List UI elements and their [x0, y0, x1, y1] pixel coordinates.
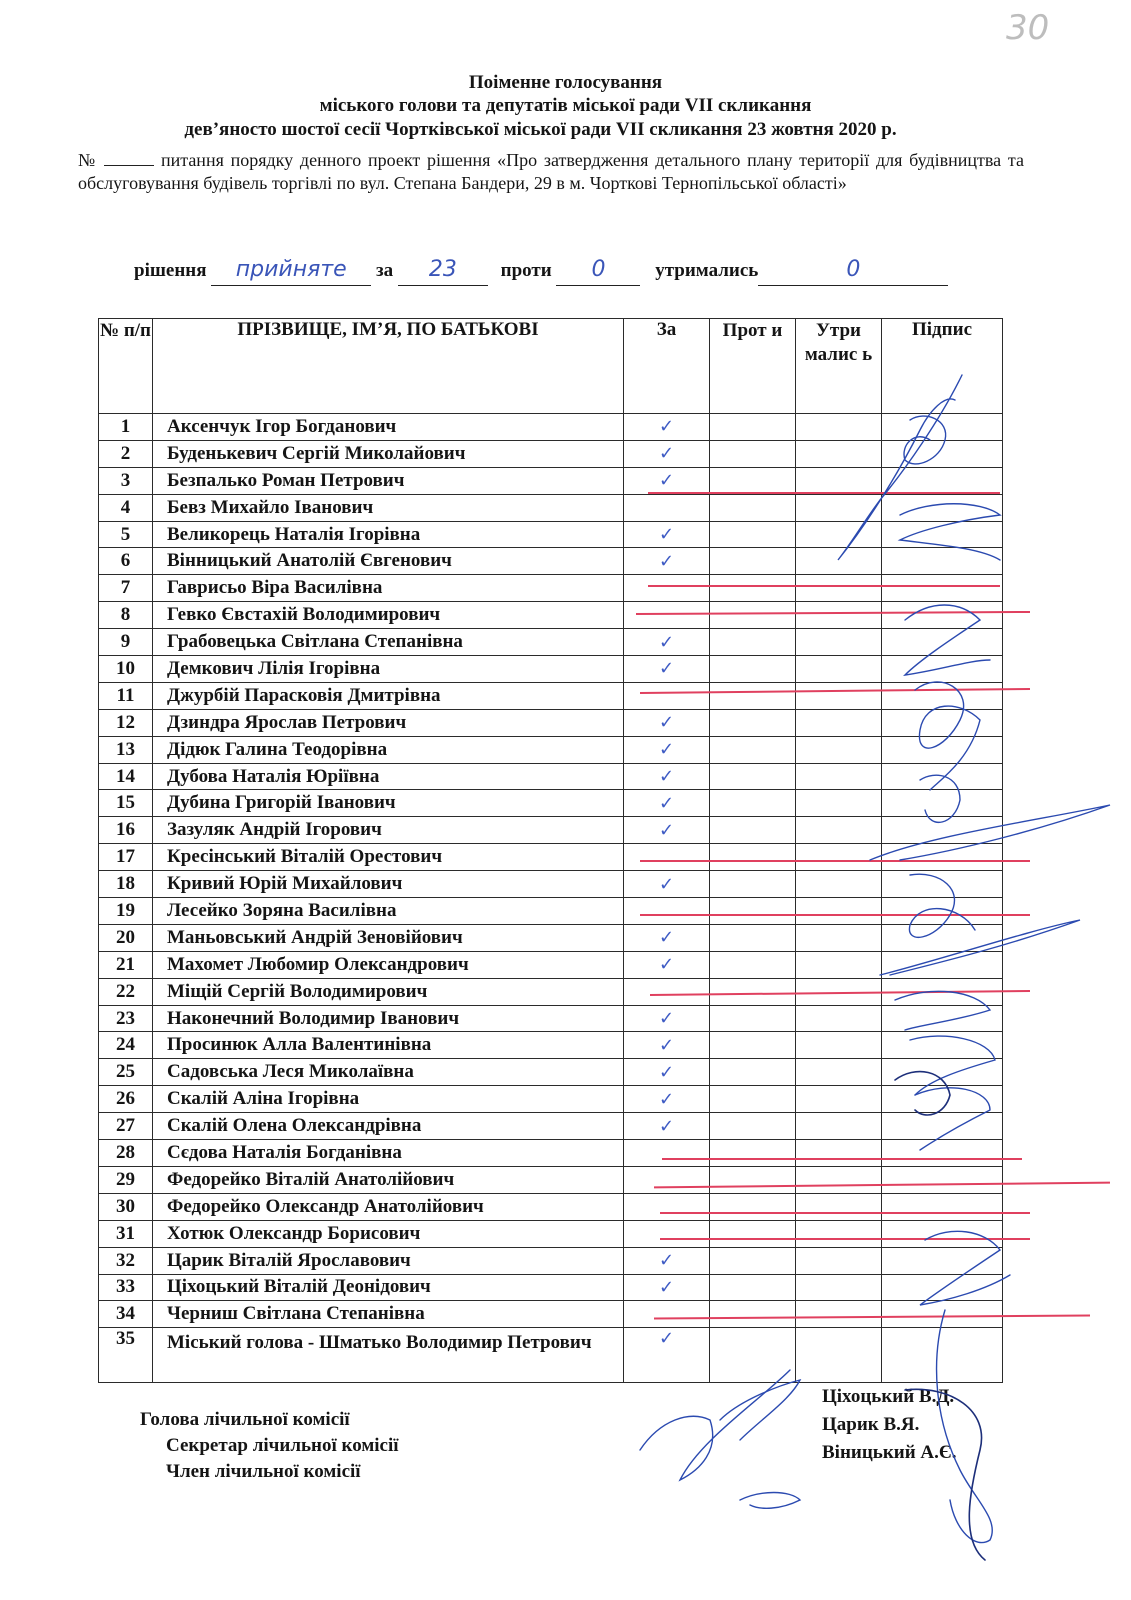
row-signature	[882, 924, 1003, 951]
row-vote-for	[624, 1301, 710, 1328]
row-vote-for	[624, 1140, 710, 1167]
against-value: 0	[556, 261, 640, 286]
row-number: 23	[99, 1005, 153, 1032]
row-name: Дзиндра Ярослав Петрович	[153, 709, 624, 736]
row-number: 32	[99, 1247, 153, 1274]
table-row	[99, 440, 1003, 467]
row-vote-against	[710, 763, 796, 790]
row-vote-for	[624, 1193, 710, 1220]
row-number: 25	[99, 1059, 153, 1086]
row-name: Безпалько Роман Петрович	[153, 467, 624, 494]
row-signature	[882, 1086, 1003, 1113]
row-signature	[882, 844, 1003, 871]
row-vote-against	[710, 548, 796, 575]
row-signature	[882, 1140, 1003, 1167]
row-vote-abstained	[796, 656, 882, 683]
row-vote-against	[710, 1274, 796, 1301]
row-vote-against	[710, 844, 796, 871]
row-vote-for: ✓	[624, 736, 710, 763]
row-vote-abstained	[796, 1086, 882, 1113]
row-number: 13	[99, 736, 153, 763]
table-row	[99, 1220, 1003, 1247]
row-vote-abstained	[796, 467, 882, 494]
row-name: Федорейко Віталій Анатолійович	[153, 1166, 624, 1193]
doc-session-line: дев’яносто шостої сесії Чортківської міської ради VII скликання 23 жовтня 2020 р.	[184, 119, 897, 140]
header-signature: Підпис	[882, 319, 1003, 414]
row-vote-abstained	[796, 629, 882, 656]
row-number: 18	[99, 871, 153, 898]
row-vote-for	[624, 978, 710, 1005]
row-signature	[882, 494, 1003, 521]
row-vote-for: ✓	[624, 790, 710, 817]
header-name: ПРІЗВИЩЕ, ІМ’Я, ПО БАТЬКОВІ	[153, 319, 624, 414]
row-signature	[882, 521, 1003, 548]
row-number: 1	[99, 414, 153, 441]
row-vote-abstained	[796, 1247, 882, 1274]
row-vote-against	[710, 1220, 796, 1247]
commission-chair-name: Ціхоцький В.Д.	[822, 1386, 955, 1407]
row-signature	[882, 898, 1003, 925]
table-row	[99, 898, 1003, 925]
row-vote-against	[710, 790, 796, 817]
row-vote-abstained	[796, 1274, 882, 1301]
row-vote-abstained	[796, 548, 882, 575]
row-vote-against	[710, 1301, 796, 1328]
abstained-label: утримались	[655, 260, 759, 281]
strike-line	[640, 860, 1030, 862]
row-number: 29	[99, 1166, 153, 1193]
row-vote-against	[710, 1086, 796, 1113]
table-row	[99, 548, 1003, 575]
row-vote-for: ✓	[624, 467, 710, 494]
row-vote-against	[710, 1032, 796, 1059]
row-vote-for: ✓	[624, 1274, 710, 1301]
strike-line	[648, 585, 1000, 587]
abstained-value: 0	[758, 261, 948, 286]
row-name: Кресінський Віталій Орестович	[153, 844, 624, 871]
row-number: 19	[99, 898, 153, 925]
for-label: за	[376, 260, 394, 281]
row-vote-abstained	[796, 602, 882, 629]
commission-member-name: Віницький А.Є.	[822, 1442, 957, 1463]
row-vote-abstained	[796, 521, 882, 548]
row-vote-abstained	[796, 790, 882, 817]
row-vote-for: ✓	[624, 951, 710, 978]
row-name: Федорейко Олександр Анатолійович	[153, 1193, 624, 1220]
row-name: Зазуляк Андрій Ігорович	[153, 817, 624, 844]
row-signature	[882, 790, 1003, 817]
row-vote-for: ✓	[624, 1113, 710, 1140]
row-number: 14	[99, 763, 153, 790]
for-value: 23	[398, 261, 488, 286]
row-signature	[882, 548, 1003, 575]
table-row	[99, 924, 1003, 951]
page-number: 30	[1006, 8, 1050, 48]
row-vote-abstained	[796, 736, 882, 763]
row-number: 5	[99, 521, 153, 548]
strike-line	[660, 1212, 1030, 1214]
table-row	[99, 736, 1003, 763]
table-row	[99, 844, 1003, 871]
row-signature	[882, 817, 1003, 844]
row-signature	[882, 736, 1003, 763]
agenda-text: питання порядку денного проект рішення «Про затвердження детального плану території для будівництва та обслуговування будівель торгівлі по вул. Степана Бандери, 29 в м. Чорткові Тернопільської області»	[78, 150, 1025, 193]
row-signature	[882, 602, 1003, 629]
table-row	[99, 656, 1003, 683]
row-vote-against	[710, 871, 796, 898]
row-number: 28	[99, 1140, 153, 1167]
row-signature	[882, 871, 1003, 898]
strike-line	[662, 1158, 1022, 1160]
table-row	[99, 871, 1003, 898]
row-vote-for: ✓	[624, 414, 710, 441]
row-signature	[882, 1193, 1003, 1220]
row-vote-abstained	[796, 817, 882, 844]
row-name: Великорець Наталія Ігорівна	[153, 521, 624, 548]
row-number: 22	[99, 978, 153, 1005]
commission-secretary-label: Секретар лічильної комісії	[166, 1435, 399, 1456]
row-name: Лесейко Зоряна Василівна	[153, 898, 624, 925]
row-vote-for: ✓	[624, 1247, 710, 1274]
row-name: Дубина Григорій Іванович	[153, 790, 624, 817]
row-vote-against	[710, 1059, 796, 1086]
row-signature	[882, 575, 1003, 602]
row-vote-for: ✓	[624, 817, 710, 844]
row-vote-against	[710, 440, 796, 467]
row-vote-for	[624, 602, 710, 629]
row-number: 24	[99, 1032, 153, 1059]
table-row	[99, 1193, 1003, 1220]
signature-stroke	[740, 1493, 800, 1509]
row-signature	[882, 1005, 1003, 1032]
row-signature	[882, 1166, 1003, 1193]
commission-member-label: Член лічильної комісії	[166, 1461, 361, 1482]
vote-table	[98, 318, 1003, 1383]
row-vote-for: ✓	[624, 440, 710, 467]
table-row	[99, 1274, 1003, 1301]
row-vote-abstained	[796, 1059, 882, 1086]
table-row	[99, 1247, 1003, 1274]
row-name: Скалій Олена Олександрівна	[153, 1113, 624, 1140]
row-vote-against	[710, 494, 796, 521]
row-vote-abstained	[796, 844, 882, 871]
row-vote-abstained	[796, 494, 882, 521]
row-vote-against	[710, 629, 796, 656]
row-number: 10	[99, 656, 153, 683]
row-vote-against	[710, 1005, 796, 1032]
row-name: Наконечний Володимир Іванович	[153, 1005, 624, 1032]
row-number: 26	[99, 1086, 153, 1113]
row-vote-for: ✓	[624, 709, 710, 736]
row-vote-against	[710, 1328, 796, 1383]
row-vote-against	[710, 898, 796, 925]
table-row	[99, 494, 1003, 521]
row-vote-for: ✓	[624, 1032, 710, 1059]
commission-members	[822, 1383, 957, 1467]
row-vote-abstained	[796, 898, 882, 925]
table-row	[99, 763, 1003, 790]
row-number: 17	[99, 844, 153, 871]
row-number: 3	[99, 467, 153, 494]
table-row	[99, 1113, 1003, 1140]
row-vote-for: ✓	[624, 1005, 710, 1032]
signature-stroke	[640, 1370, 790, 1480]
row-vote-abstained	[796, 440, 882, 467]
row-vote-against	[710, 467, 796, 494]
header-no: № п/п	[99, 319, 153, 414]
decision-label: рішення	[134, 260, 207, 281]
row-vote-for: ✓	[624, 521, 710, 548]
row-vote-for: ✓	[624, 656, 710, 683]
row-vote-against	[710, 682, 796, 709]
row-signature	[882, 656, 1003, 683]
table-row	[99, 1166, 1003, 1193]
row-name: Демкович Лілія Ігорівна	[153, 656, 624, 683]
row-signature	[882, 1274, 1003, 1301]
row-vote-against	[710, 709, 796, 736]
row-vote-abstained	[796, 1113, 882, 1140]
table-row	[99, 1086, 1003, 1113]
row-vote-abstained	[796, 1220, 882, 1247]
decision-line	[134, 257, 948, 286]
row-signature	[882, 1220, 1003, 1247]
row-vote-abstained	[796, 1193, 882, 1220]
row-number: 33	[99, 1274, 153, 1301]
row-vote-abstained	[796, 1328, 882, 1383]
table-row	[99, 951, 1003, 978]
row-name: Маньовський Андрій Зеновійович	[153, 924, 624, 951]
row-number: 16	[99, 817, 153, 844]
table-row	[99, 1140, 1003, 1167]
table-row	[99, 709, 1003, 736]
row-name: Дідюк Галина Теодорівна	[153, 736, 624, 763]
row-vote-against	[710, 602, 796, 629]
commission-secretary-name: Царик В.Я.	[822, 1414, 920, 1435]
against-label: проти	[500, 260, 552, 281]
row-number: 9	[99, 629, 153, 656]
row-vote-abstained	[796, 1032, 882, 1059]
row-signature	[882, 629, 1003, 656]
row-vote-for	[624, 682, 710, 709]
doc-subtitle: міського голови та депутатів міської ради VII скликання	[319, 95, 812, 116]
row-vote-abstained	[796, 709, 882, 736]
row-signature	[882, 763, 1003, 790]
strike-line	[648, 492, 1000, 494]
row-vote-against	[710, 575, 796, 602]
row-name: Ціхоцький Віталій Деонідович	[153, 1274, 624, 1301]
doc-title: Поіменне голосування	[468, 72, 663, 93]
row-vote-abstained	[796, 763, 882, 790]
row-number: 20	[99, 924, 153, 951]
row-vote-for	[624, 1166, 710, 1193]
row-vote-for: ✓	[624, 548, 710, 575]
table-row	[99, 682, 1003, 709]
row-vote-for: ✓	[624, 629, 710, 656]
row-signature	[882, 440, 1003, 467]
row-name: Просинюк Алла Валентинівна	[153, 1032, 624, 1059]
row-vote-abstained	[796, 1140, 882, 1167]
row-vote-against	[710, 924, 796, 951]
table-row	[99, 1301, 1003, 1328]
row-vote-against	[710, 414, 796, 441]
row-number: 4	[99, 494, 153, 521]
row-name: Сєдова Наталія Богданівна	[153, 1140, 624, 1167]
row-vote-against	[710, 1140, 796, 1167]
strike-line	[640, 914, 1030, 916]
row-name: Аксенчук Ігор Богданович	[153, 414, 624, 441]
row-name: Грабовецька Світлана Степанівна	[153, 629, 624, 656]
row-vote-abstained	[796, 1166, 882, 1193]
row-signature	[882, 414, 1003, 441]
row-vote-for	[624, 1220, 710, 1247]
table-row	[99, 575, 1003, 602]
row-vote-for: ✓	[624, 1086, 710, 1113]
row-number: 11	[99, 682, 153, 709]
table-row	[99, 1005, 1003, 1032]
header-against: Прот и	[710, 319, 796, 414]
table-row	[99, 629, 1003, 656]
row-name: Гаврисьо Віра Василівна	[153, 575, 624, 602]
row-signature	[882, 1059, 1003, 1086]
row-vote-for	[624, 575, 710, 602]
table-row	[99, 414, 1003, 441]
row-name: Вінницький Анатолій Євгенович	[153, 548, 624, 575]
row-vote-abstained	[796, 1005, 882, 1032]
row-name: Махомет Любомир Олександрович	[153, 951, 624, 978]
row-vote-abstained	[796, 871, 882, 898]
row-signature	[882, 682, 1003, 709]
row-signature	[882, 951, 1003, 978]
row-signature	[882, 467, 1003, 494]
row-vote-abstained	[796, 682, 882, 709]
row-vote-against	[710, 1193, 796, 1220]
row-name: Царик Віталій Ярославович	[153, 1247, 624, 1274]
row-vote-against	[710, 736, 796, 763]
row-name: Гевко Євстахій Володимирович	[153, 602, 624, 629]
row-number: 12	[99, 709, 153, 736]
commission-chair-label: Голова лічильної комісії	[140, 1409, 350, 1430]
row-name: Скалій Аліна Ігорівна	[153, 1086, 624, 1113]
row-vote-for	[624, 898, 710, 925]
row-vote-abstained	[796, 414, 882, 441]
row-vote-for	[624, 494, 710, 521]
row-number: 8	[99, 602, 153, 629]
row-name: Міщій Сергій Володимирович	[153, 978, 624, 1005]
table-header-row	[99, 319, 1003, 414]
row-vote-against	[710, 521, 796, 548]
row-number: 35	[99, 1328, 153, 1383]
row-vote-for: ✓	[624, 763, 710, 790]
row-vote-abstained	[796, 924, 882, 951]
table-row	[99, 1328, 1003, 1383]
row-name: Міський голова - Шматько Володимир Петрович	[153, 1328, 624, 1383]
row-vote-for: ✓	[624, 924, 710, 951]
row-signature	[882, 1247, 1003, 1274]
agenda-number-blank	[104, 149, 154, 166]
table-row	[99, 602, 1003, 629]
table-row	[99, 1059, 1003, 1086]
row-vote-abstained	[796, 575, 882, 602]
table-row	[99, 790, 1003, 817]
decision-value: прийняте	[211, 261, 371, 286]
row-vote-against	[710, 1166, 796, 1193]
header-for: За	[624, 319, 710, 414]
row-vote-for: ✓	[624, 1059, 710, 1086]
row-name: Садовська Леся Миколаївна	[153, 1059, 624, 1086]
row-signature	[882, 1328, 1003, 1383]
row-vote-for: ✓	[624, 871, 710, 898]
agenda-item	[78, 149, 1024, 195]
table-row	[99, 817, 1003, 844]
row-signature	[882, 709, 1003, 736]
agenda-number-sign: №	[78, 150, 98, 170]
row-vote-against	[710, 817, 796, 844]
row-name: Бевз Михайло Іванович	[153, 494, 624, 521]
table-row	[99, 467, 1003, 494]
strike-line	[660, 1238, 1030, 1240]
row-vote-for	[624, 844, 710, 871]
row-name: Хотюк Олександр Борисович	[153, 1220, 624, 1247]
row-vote-against	[710, 951, 796, 978]
row-name: Кривий Юрій Михайлович	[153, 871, 624, 898]
row-number: 6	[99, 548, 153, 575]
row-number: 31	[99, 1220, 153, 1247]
row-signature	[882, 1032, 1003, 1059]
row-number: 27	[99, 1113, 153, 1140]
row-vote-against	[710, 1247, 796, 1274]
table-row	[99, 1032, 1003, 1059]
row-number: 34	[99, 1301, 153, 1328]
header-abstained: Утри малис ь	[796, 319, 882, 414]
row-signature	[882, 1113, 1003, 1140]
row-number: 15	[99, 790, 153, 817]
row-number: 7	[99, 575, 153, 602]
table-row	[99, 521, 1003, 548]
row-name: Буденькевич Сергій Миколайович	[153, 440, 624, 467]
row-number: 30	[99, 1193, 153, 1220]
row-vote-abstained	[796, 1301, 882, 1328]
row-number: 21	[99, 951, 153, 978]
row-vote-for: ✓	[624, 1328, 710, 1383]
row-name: Джурбій Парасковія Дмитрівна	[153, 682, 624, 709]
row-name: Черниш Світлана Степанівна	[153, 1301, 624, 1328]
row-vote-abstained	[796, 951, 882, 978]
row-vote-against	[710, 1113, 796, 1140]
row-number: 2	[99, 440, 153, 467]
row-name: Дубова Наталія Юріївна	[153, 763, 624, 790]
signature-stroke	[720, 1380, 800, 1440]
row-vote-against	[710, 656, 796, 683]
